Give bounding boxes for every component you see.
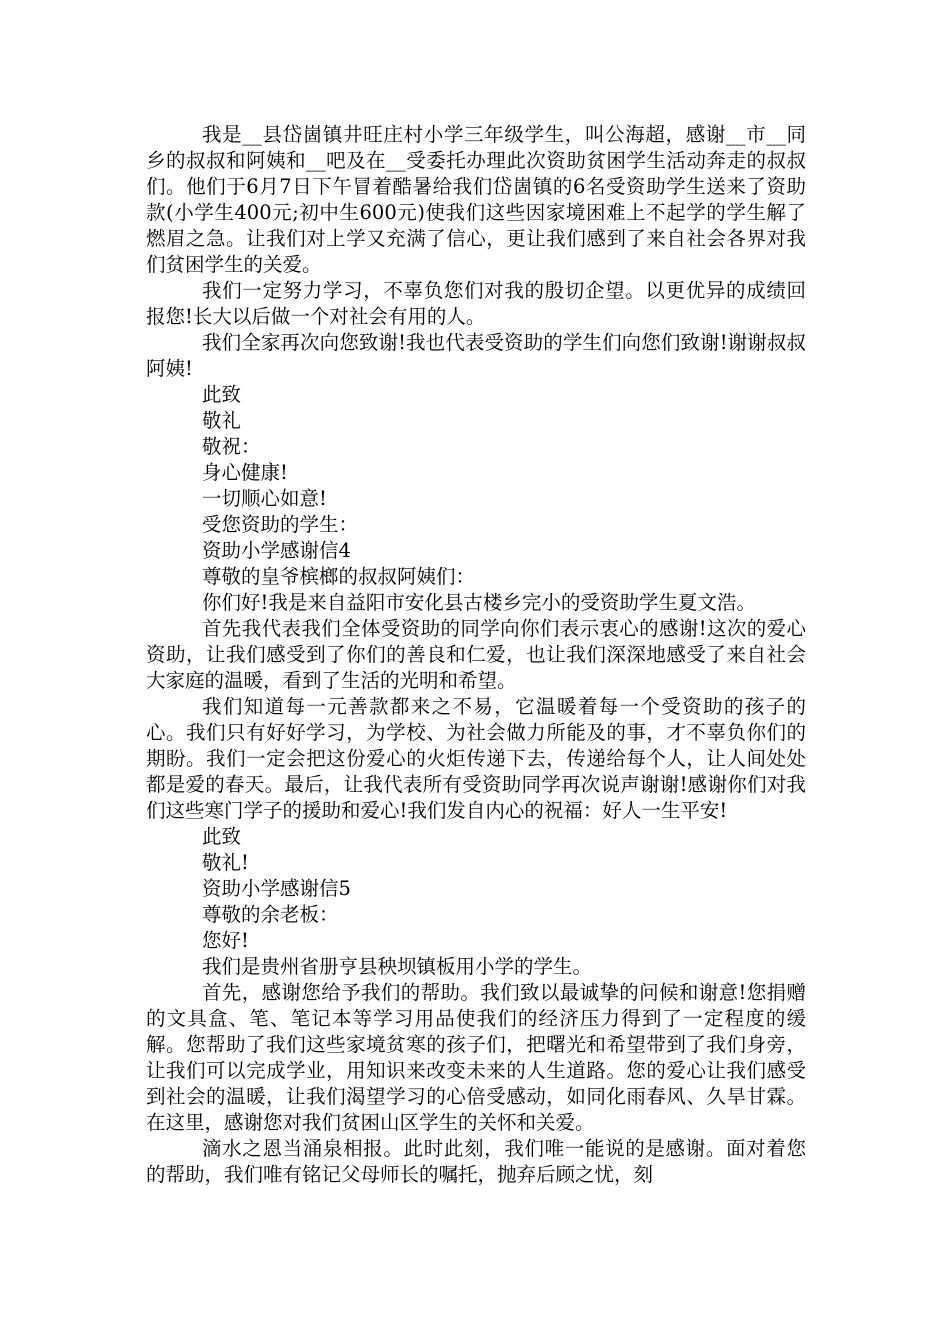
paragraph: 我们一定努力学习，不辜负您们对我的殷切企望。以更优异的成绩回报您!长大以后做一个对社会有用的人。 — [146, 279, 806, 328]
paragraph: 我们是贵州省册亨县秧坝镇板用小学的学生。 — [202, 955, 593, 978]
paragraph: 你们好!我是来自益阳市安化县古楼乡完小的受资助学生夏文浩。 — [202, 591, 756, 614]
closing-line: 敬祝： — [202, 435, 261, 458]
document-page — [146, 122, 806, 1188]
paragraph: 滴水之恩当涌泉相报。此时此刻，我们唯一能说的是感谢。面对着您的帮助，我们唯有铭记父母师长的嘱托，抛弃后顾之忧，刻 — [146, 1137, 806, 1186]
salutation: 尊敬的皇爷槟榔的叔叔阿姨们： — [202, 565, 476, 588]
closing-line: 此致 — [202, 825, 242, 848]
paragraph: 我们全家再次向您致谢!我也代表受资助的学生们向您们致谢!谢谢叔叔阿姨! — [146, 331, 806, 380]
closing-line: 此致 — [202, 383, 242, 406]
letter-heading: 资助小学感谢信5 — [202, 877, 351, 900]
signature-line: 受您资助的学生： — [202, 513, 359, 536]
letter-heading: 资助小学感谢信4 — [202, 539, 351, 562]
paragraph: 首先我代表我们全体受资助的同学向你们表示衷心的感谢!这次的爱心资助，让我们感受到了你们的善良和仁爱，也让我们深深地感受了来自社会大家庭的温暖，看到了生活的光明和希望。 — [146, 617, 806, 692]
closing-line: 身心健康! — [202, 461, 288, 484]
paragraph: 我们知道每一元善款都来之不易，它温暖着每一个受资助的孩子的心。我们只有好好学习，为学校、为社会做力所能及的事，才不辜负你们的期盼。我们一定会把这份爱心的火炬传递下去，传递给每个人，让人间处处都是爱的春天。最后，让我代表所有受资助同学再次说声谢谢!感谢你们对我们这些寒门学子的援助和爱心!我们发自内心的祝福：好人一生平安! — [146, 695, 806, 822]
greeting: 您好! — [202, 929, 249, 952]
closing-line: 一切顺心如意! — [202, 487, 327, 510]
paragraph: 我是__县岱崮镇井旺庄村小学三年级学生，叫公海超，感谢__市__同乡的叔叔和阿姨和__吧及在__受委托办理此次资助贫困学生活动奔走的叔叔们。他们于6月7日下午冒着酷暑给我们岱崮镇的6名受资助学生送来了资助款(小学生400元;初中生600元)使我们这些因家境困难上不起学的学生解了燃眉之急。让我们对上学又充满了信心，更让我们感到了来自社会各界对我们贫困学生的关爱。 — [146, 123, 806, 276]
closing-line: 敬礼 — [202, 409, 242, 432]
salutation: 尊敬的余老板： — [202, 903, 339, 926]
paragraph: 首先，感谢您给予我们的帮助。我们致以最诚挚的问候和谢意!您捐赠的文具盒、笔、笔记本等学习用品使我们的经济压力得到了一定程度的缓解。您帮助了我们这些家境贫寒的孩子们，把曙光和希望带到了我们身旁，让我们可以完成学业，用知识来改变未来的人生道路。您的爱心让我们感受到社会的温暖，让我们渴望学习的心倍受感动，如同化雨春风、久旱甘霖。在这里，感谢您对我们贫困山区学生的关怀和关爱。 — [146, 981, 806, 1134]
closing-line: 敬礼! — [202, 851, 249, 874]
